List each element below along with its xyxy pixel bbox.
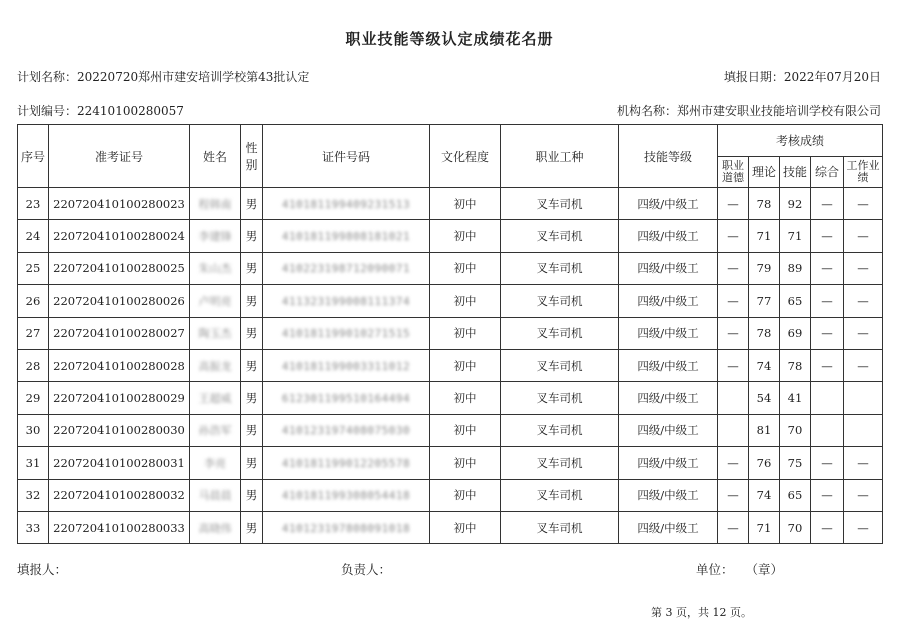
org-line	[617, 102, 881, 119]
cell-id-no-redacted: 410123197408075030	[281, 424, 411, 438]
table-row	[18, 349, 883, 381]
cell-exam-no: 220720410100280027	[49, 317, 190, 349]
cell-performance: —	[844, 447, 883, 479]
cell-id-no-redacted: 410181199308054418	[281, 489, 411, 503]
cell-id-no	[263, 479, 430, 511]
cell-exam-no: 220720410100280033	[49, 511, 190, 543]
cell-name	[190, 349, 241, 381]
cell-name	[190, 220, 241, 252]
cell-education: 初中	[430, 285, 501, 317]
cell-skill-level: 四级/中级工	[619, 349, 718, 381]
cell-gender: 男	[241, 188, 263, 220]
cell-id-no-redacted: 410181199409231513	[281, 197, 411, 211]
cell-name	[190, 382, 241, 414]
cell-skill-level: 四级/中级工	[619, 220, 718, 252]
cell-skill: 69	[780, 317, 811, 349]
cell-seq: 32	[18, 479, 49, 511]
cell-ethics: —	[718, 479, 749, 511]
cell-seq: 29	[18, 382, 49, 414]
principal-label: 负责人：	[341, 562, 392, 577]
cell-name	[190, 414, 241, 446]
cell-education: 初中	[430, 414, 501, 446]
col-overall: 综合	[811, 157, 844, 188]
org-label: 机构名称：	[616, 104, 677, 118]
seal-label: （章）	[745, 562, 783, 577]
cell-ethics: —	[718, 349, 749, 381]
cell-name-redacted: 卢明亮	[198, 294, 232, 308]
cell-education: 初中	[430, 317, 501, 349]
cell-ethics: —	[718, 220, 749, 252]
cell-gender: 男	[241, 285, 263, 317]
cell-overall: —	[811, 252, 844, 284]
cell-occupation: 叉车司机	[501, 414, 619, 446]
cell-skill-level: 四级/中级工	[619, 479, 718, 511]
cell-skill-level: 四级/中级工	[619, 285, 718, 317]
table-row	[18, 252, 883, 284]
fill-date-line	[724, 68, 881, 85]
cell-overall: —	[811, 349, 844, 381]
cell-ethics: —	[718, 252, 749, 284]
cell-overall	[811, 414, 844, 446]
cell-ethics: —	[718, 511, 749, 543]
cell-skill: 41	[780, 382, 811, 414]
cell-theory: 74	[749, 349, 780, 381]
cell-overall	[811, 382, 844, 414]
cell-name	[190, 285, 241, 317]
cell-id-no-redacted: 410181199808181021	[281, 230, 411, 244]
cell-skill-level: 四级/中级工	[619, 511, 718, 543]
cell-overall: —	[811, 285, 844, 317]
cell-occupation: 叉车司机	[501, 511, 619, 543]
cell-exam-no: 220720410100280030	[49, 414, 190, 446]
cell-id-no-redacted: 410181199012205578	[281, 456, 411, 470]
cell-gender: 男	[241, 252, 263, 284]
col-skill-level: 技能等级	[619, 125, 718, 188]
cell-seq: 31	[18, 447, 49, 479]
table-row	[18, 447, 883, 479]
table-row	[18, 511, 883, 543]
cell-id-no-redacted: 612301199510164494	[281, 392, 411, 406]
cell-ethics	[718, 382, 749, 414]
cell-theory: 71	[749, 511, 780, 543]
cell-seq: 24	[18, 220, 49, 252]
cell-theory: 78	[749, 188, 780, 220]
cell-seq: 26	[18, 285, 49, 317]
cell-name-redacted: 朱山杰	[198, 262, 232, 276]
cell-id-no	[263, 317, 430, 349]
cell-occupation: 叉车司机	[501, 382, 619, 414]
cell-skill: 65	[780, 285, 811, 317]
cell-performance	[844, 414, 883, 446]
unit-label-line	[696, 560, 783, 578]
cell-id-no	[263, 447, 430, 479]
cell-name	[190, 447, 241, 479]
cell-performance: —	[844, 479, 883, 511]
cell-skill: 78	[780, 349, 811, 381]
cell-performance	[844, 382, 883, 414]
plan-no-value: 22410100280057	[77, 104, 184, 118]
cell-education: 初中	[430, 220, 501, 252]
cell-theory: 79	[749, 252, 780, 284]
cell-name-redacted: 李亮	[204, 456, 226, 470]
cell-skill: 75	[780, 447, 811, 479]
filler-label: 填报人：	[17, 562, 68, 577]
table-row	[18, 479, 883, 511]
cell-overall: —	[811, 479, 844, 511]
col-scores-group: 考核成绩	[718, 125, 883, 157]
cell-skill: 92	[780, 188, 811, 220]
cell-gender: 男	[241, 414, 263, 446]
fill-date-label: 填报日期：	[723, 70, 784, 84]
cell-ethics: —	[718, 447, 749, 479]
header-row-main	[18, 125, 883, 157]
cell-name-redacted: 王超威	[198, 392, 232, 406]
cell-name-redacted: 李建锋	[198, 230, 232, 244]
cell-theory: 54	[749, 382, 780, 414]
cell-exam-no: 220720410100280025	[49, 252, 190, 284]
cell-seq: 33	[18, 511, 49, 543]
cell-occupation: 叉车司机	[501, 317, 619, 349]
cell-exam-no: 220720410100280032	[49, 479, 190, 511]
col-exam-no: 准考证号	[49, 125, 190, 188]
cell-ethics: —	[718, 285, 749, 317]
cell-skill-level: 四级/中级工	[619, 317, 718, 349]
cell-gender: 男	[241, 447, 263, 479]
cell-id-no	[263, 382, 430, 414]
cell-education: 初中	[430, 382, 501, 414]
cell-exam-no: 220720410100280028	[49, 349, 190, 381]
table-row	[18, 317, 883, 349]
cell-id-no	[263, 188, 430, 220]
cell-education: 初中	[430, 479, 501, 511]
cell-performance: —	[844, 220, 883, 252]
col-skill: 技能	[780, 157, 811, 188]
cell-skill-level: 四级/中级工	[619, 414, 718, 446]
cell-name	[190, 252, 241, 284]
col-occupation: 职业工种	[501, 125, 619, 188]
cell-occupation: 叉车司机	[501, 447, 619, 479]
cell-exam-no: 220720410100280024	[49, 220, 190, 252]
table-row	[18, 188, 883, 220]
plan-name-value: 20220720郑州市建安培训学校第43批认定	[77, 70, 310, 84]
cell-id-no	[263, 349, 430, 381]
cell-name-redacted: 高振龙	[198, 359, 232, 373]
cell-theory: 76	[749, 447, 780, 479]
col-seq: 序号	[18, 125, 49, 188]
cell-name-redacted: 高晓伟	[198, 521, 232, 535]
plan-name-label: 计划名称：	[17, 70, 78, 84]
table-body	[18, 188, 883, 544]
unit-label: 单位：	[696, 562, 734, 577]
cell-skill-level: 四级/中级工	[619, 188, 718, 220]
cell-ethics	[718, 414, 749, 446]
cell-occupation: 叉车司机	[501, 479, 619, 511]
cell-name-redacted: 陶玉杰	[198, 327, 232, 341]
table-row	[18, 414, 883, 446]
col-ethics: 职业道德	[718, 157, 749, 188]
cell-id-no	[263, 220, 430, 252]
cell-exam-no: 220720410100280029	[49, 382, 190, 414]
cell-performance: —	[844, 511, 883, 543]
cell-skill: 71	[780, 220, 811, 252]
col-name: 姓名	[190, 125, 241, 188]
cell-performance: —	[844, 317, 883, 349]
cell-id-no	[263, 252, 430, 284]
table-row	[18, 382, 883, 414]
cell-id-no-redacted: 410181199010271515	[281, 327, 411, 341]
cell-seq: 28	[18, 349, 49, 381]
col-theory: 理论	[749, 157, 780, 188]
org-value: 郑州市建安职业技能培训学校有限公司	[676, 104, 881, 118]
cell-seq: 27	[18, 317, 49, 349]
cell-theory: 74	[749, 479, 780, 511]
cell-seq: 23	[18, 188, 49, 220]
cell-education: 初中	[430, 349, 501, 381]
cell-occupation: 叉车司机	[501, 252, 619, 284]
cell-seq: 30	[18, 414, 49, 446]
cell-ethics: —	[718, 317, 749, 349]
cell-exam-no: 220720410100280026	[49, 285, 190, 317]
score-roster-table	[17, 124, 883, 544]
cell-gender: 男	[241, 479, 263, 511]
cell-education: 初中	[430, 188, 501, 220]
cell-exam-no: 220720410100280031	[49, 447, 190, 479]
col-education: 文化程度	[430, 125, 501, 188]
cell-name	[190, 511, 241, 543]
cell-overall: —	[811, 188, 844, 220]
cell-skill-level: 四级/中级工	[619, 382, 718, 414]
cell-skill: 70	[780, 511, 811, 543]
cell-gender: 男	[241, 511, 263, 543]
cell-skill: 70	[780, 414, 811, 446]
cell-id-no-redacted: 411323199008111374	[281, 294, 411, 308]
cell-gender: 男	[241, 317, 263, 349]
cell-overall: —	[811, 220, 844, 252]
cell-skill: 89	[780, 252, 811, 284]
cell-name	[190, 317, 241, 349]
cell-id-no-redacted: 410123197808091018	[281, 521, 411, 535]
cell-overall: —	[811, 511, 844, 543]
table-row	[18, 285, 883, 317]
cell-theory: 81	[749, 414, 780, 446]
cell-education: 初中	[430, 252, 501, 284]
cell-education: 初中	[430, 511, 501, 543]
cell-ethics: —	[718, 188, 749, 220]
cell-id-no-redacted: 410223198712090071	[281, 262, 411, 276]
cell-theory: 71	[749, 220, 780, 252]
cell-skill-level: 四级/中级工	[619, 447, 718, 479]
cell-name-redacted: 马晨晨	[198, 489, 232, 503]
cell-theory: 78	[749, 317, 780, 349]
cell-id-no	[263, 511, 430, 543]
cell-occupation: 叉车司机	[501, 349, 619, 381]
cell-gender: 男	[241, 220, 263, 252]
table-row	[18, 220, 883, 252]
cell-overall: —	[811, 447, 844, 479]
plan-no-label: 计划编号：	[17, 104, 78, 118]
cell-skill: 65	[780, 479, 811, 511]
cell-theory: 77	[749, 285, 780, 317]
cell-name	[190, 479, 241, 511]
col-gender: 性别	[241, 125, 263, 188]
cell-performance: —	[844, 252, 883, 284]
cell-id-no	[263, 414, 430, 446]
cell-seq: 25	[18, 252, 49, 284]
cell-performance: —	[844, 188, 883, 220]
cell-id-no-redacted: 410181199003311012	[281, 359, 411, 373]
cell-skill-level: 四级/中级工	[619, 252, 718, 284]
page-number: 第 3 页，共 12 页。	[651, 606, 752, 619]
cell-name	[190, 188, 241, 220]
cell-gender: 男	[241, 349, 263, 381]
plan-name-line	[17, 68, 309, 85]
plan-no-line	[17, 102, 184, 119]
page-title: 职业技能等级认定成绩花名册	[345, 30, 554, 48]
cell-occupation: 叉车司机	[501, 220, 619, 252]
col-id-no: 证件号码	[263, 125, 430, 188]
fill-date-value: 2022年07月20日	[783, 70, 881, 84]
cell-occupation: 叉车司机	[501, 285, 619, 317]
cell-gender: 男	[241, 382, 263, 414]
cell-id-no	[263, 285, 430, 317]
cell-education: 初中	[430, 447, 501, 479]
cell-performance: —	[844, 349, 883, 381]
cell-exam-no: 220720410100280023	[49, 188, 190, 220]
cell-name-redacted: 程韩南	[198, 197, 232, 211]
cell-performance: —	[844, 285, 883, 317]
cell-occupation: 叉车司机	[501, 188, 619, 220]
cell-name-redacted: 孙浩军	[198, 424, 232, 438]
col-performance: 工作业绩	[844, 157, 883, 188]
cell-overall: —	[811, 317, 844, 349]
